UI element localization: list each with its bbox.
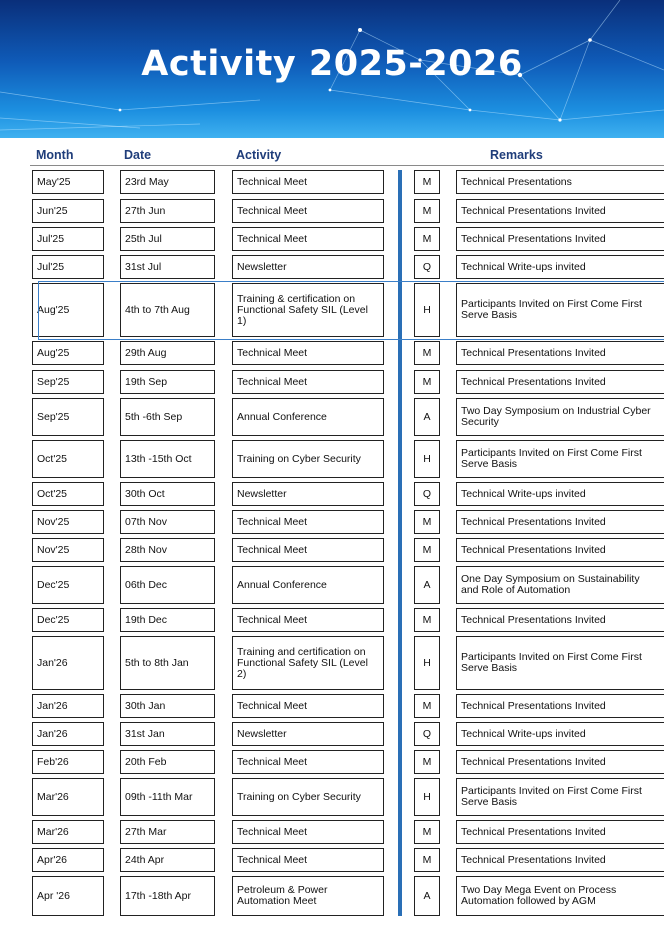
type-code-cell: M (414, 341, 440, 365)
table-row (0, 227, 664, 251)
month-cell: Apr'26 (32, 848, 104, 872)
table-row (0, 694, 664, 718)
remarks-cell: Participants Invited on First Come First Serve Basis (456, 636, 664, 690)
table-row (0, 510, 664, 534)
remarks-cell: Technical Presentations Invited (456, 510, 664, 534)
activity-cell: Technical Meet (232, 370, 384, 394)
date-cell: 19th Dec (120, 608, 215, 632)
type-code-cell: M (414, 538, 440, 562)
table-row (0, 538, 664, 562)
table-row (0, 820, 664, 844)
remarks-cell: Participants Invited on First Come First Serve Basis (456, 778, 664, 816)
date-cell: 5th -6th Sep (120, 398, 215, 436)
table-row (0, 608, 664, 632)
type-code-cell: M (414, 694, 440, 718)
activity-cell: Annual Conference (232, 566, 384, 604)
table-row (0, 876, 664, 916)
activity-cell: Technical Meet (232, 694, 384, 718)
month-cell: Oct'25 (32, 440, 104, 478)
month-cell: Mar'26 (32, 778, 104, 816)
remarks-cell: Technical Write-ups invited (456, 722, 664, 746)
type-code-cell: M (414, 370, 440, 394)
table-row (0, 722, 664, 746)
month-cell: Aug'25 (32, 283, 104, 337)
activity-cell: Newsletter (232, 722, 384, 746)
activity-cell: Petroleum & Power Automation Meet (232, 876, 384, 916)
type-code-cell: M (414, 170, 440, 194)
page-title: Activity 2025-2026 (141, 44, 523, 84)
type-code-cell: M (414, 848, 440, 872)
remarks-cell: Technical Presentations Invited (456, 820, 664, 844)
month-cell: Feb'26 (32, 750, 104, 774)
activity-cell: Training & certification on Functional Safety SIL (Level 1) (232, 283, 384, 337)
date-cell: 5th to 8th Jan (120, 636, 215, 690)
activity-cell: Technical Meet (232, 820, 384, 844)
table-row (0, 778, 664, 816)
remarks-cell: Technical Presentations Invited (456, 227, 664, 251)
date-cell: 17th -18th Apr (120, 876, 215, 916)
type-code-cell: H (414, 636, 440, 690)
activity-cell: Annual Conference (232, 398, 384, 436)
month-cell: Jul'25 (32, 255, 104, 279)
table-row (0, 370, 664, 394)
table-row (0, 255, 664, 279)
month-cell: Jun'25 (32, 199, 104, 223)
date-cell: 31st Jan (120, 722, 215, 746)
type-code-cell: M (414, 199, 440, 223)
activity-cell: Technical Meet (232, 199, 384, 223)
remarks-cell: Technical Presentations Invited (456, 538, 664, 562)
activity-cell: Technical Meet (232, 538, 384, 562)
activity-cell: Training on Cyber Security (232, 440, 384, 478)
column-header-month: Month (36, 148, 74, 162)
date-cell: 23rd May (120, 170, 215, 194)
table-row (0, 636, 664, 690)
activity-cell: Technical Meet (232, 341, 384, 365)
month-cell: Dec'25 (32, 566, 104, 604)
date-cell: 20th Feb (120, 750, 215, 774)
date-cell: 07th Nov (120, 510, 215, 534)
month-cell: Sep'25 (32, 370, 104, 394)
remarks-cell: One Day Symposium on Sustainability and Role of Automation (456, 566, 664, 604)
month-cell: Mar'26 (32, 820, 104, 844)
activity-cell: Training and certification on Functional Safety SIL (Level 2) (232, 636, 384, 690)
table-row (0, 750, 664, 774)
remarks-cell: Technical Presentations Invited (456, 848, 664, 872)
remarks-cell: Technical Presentations Invited (456, 694, 664, 718)
month-cell: Sep'25 (32, 398, 104, 436)
month-cell: Jan'26 (32, 694, 104, 718)
remarks-cell: Technical Write-ups invited (456, 255, 664, 279)
type-code-cell: Q (414, 482, 440, 506)
column-header-activity: Activity (236, 148, 282, 162)
date-cell: 27th Mar (120, 820, 215, 844)
date-cell: 30th Jan (120, 694, 215, 718)
month-cell: Oct'25 (32, 482, 104, 506)
date-cell: 30th Oct (120, 482, 215, 506)
remarks-cell: Technical Presentations Invited (456, 199, 664, 223)
remarks-cell: Technical Presentations Invited (456, 750, 664, 774)
type-code-cell: M (414, 227, 440, 251)
date-cell: 25th Jul (120, 227, 215, 251)
type-code-cell: H (414, 440, 440, 478)
month-cell: Nov'25 (32, 510, 104, 534)
table-row (0, 283, 664, 337)
type-code-cell: M (414, 608, 440, 632)
activity-cell: Technical Meet (232, 170, 384, 194)
remarks-cell: Two Day Symposium on Industrial Cyber Security (456, 398, 664, 436)
month-cell: Aug'25 (32, 341, 104, 365)
date-cell: 4th to 7th Aug (120, 283, 215, 337)
type-code-cell: A (414, 398, 440, 436)
remarks-cell: Technical Presentations Invited (456, 341, 664, 365)
activity-cell: Newsletter (232, 255, 384, 279)
month-cell: May'25 (32, 170, 104, 194)
activity-cell: Newsletter (232, 482, 384, 506)
table-row (0, 398, 664, 436)
date-cell: 06th Dec (120, 566, 215, 604)
activity-cell: Technical Meet (232, 848, 384, 872)
date-cell: 31st Jul (120, 255, 215, 279)
month-cell: Dec'25 (32, 608, 104, 632)
table-row (0, 170, 664, 194)
date-cell: 29th Aug (120, 341, 215, 365)
remarks-cell: Technical Presentations Invited (456, 608, 664, 632)
table-row (0, 440, 664, 478)
table-row (0, 848, 664, 872)
type-code-cell: Q (414, 255, 440, 279)
month-cell: Jul'25 (32, 227, 104, 251)
type-code-cell: M (414, 750, 440, 774)
remarks-cell: Technical Presentations Invited (456, 370, 664, 394)
table-row (0, 566, 664, 604)
activity-cell: Technical Meet (232, 750, 384, 774)
header-divider (30, 165, 664, 166)
date-cell: 24th Apr (120, 848, 215, 872)
remarks-cell: Participants Invited on First Come First Serve Basis (456, 283, 664, 337)
type-code-cell: A (414, 876, 440, 916)
type-code-cell: H (414, 283, 440, 337)
column-header-remarks: Remarks (490, 148, 543, 162)
table-row (0, 482, 664, 506)
date-cell: 27th Jun (120, 199, 215, 223)
activity-cell: Technical Meet (232, 510, 384, 534)
remarks-cell: Two Day Mega Event on Process Automation followed by AGM (456, 876, 664, 916)
type-code-cell: A (414, 566, 440, 604)
type-code-cell: M (414, 510, 440, 534)
activity-cell: Technical Meet (232, 608, 384, 632)
date-cell: 28th Nov (120, 538, 215, 562)
type-code-cell: Q (414, 722, 440, 746)
table-row (0, 199, 664, 223)
date-cell: 19th Sep (120, 370, 215, 394)
column-separator (398, 170, 402, 916)
date-cell: 13th -15th Oct (120, 440, 215, 478)
month-cell: Apr '26 (32, 876, 104, 916)
date-cell: 09th -11th Mar (120, 778, 215, 816)
activity-cell: Technical Meet (232, 227, 384, 251)
month-cell: Jan'26 (32, 722, 104, 746)
remarks-cell: Technical Write-ups invited (456, 482, 664, 506)
type-code-cell: H (414, 778, 440, 816)
activity-cell: Training on Cyber Security (232, 778, 384, 816)
column-header-date: Date (124, 148, 152, 162)
table-row (0, 341, 664, 365)
remarks-cell: Technical Presentations (456, 170, 664, 194)
header-banner (0, 0, 664, 138)
month-cell: Nov'25 (32, 538, 104, 562)
month-cell: Jan'26 (32, 636, 104, 690)
type-code-cell: M (414, 820, 440, 844)
remarks-cell: Participants Invited on First Come First Serve Basis (456, 440, 664, 478)
